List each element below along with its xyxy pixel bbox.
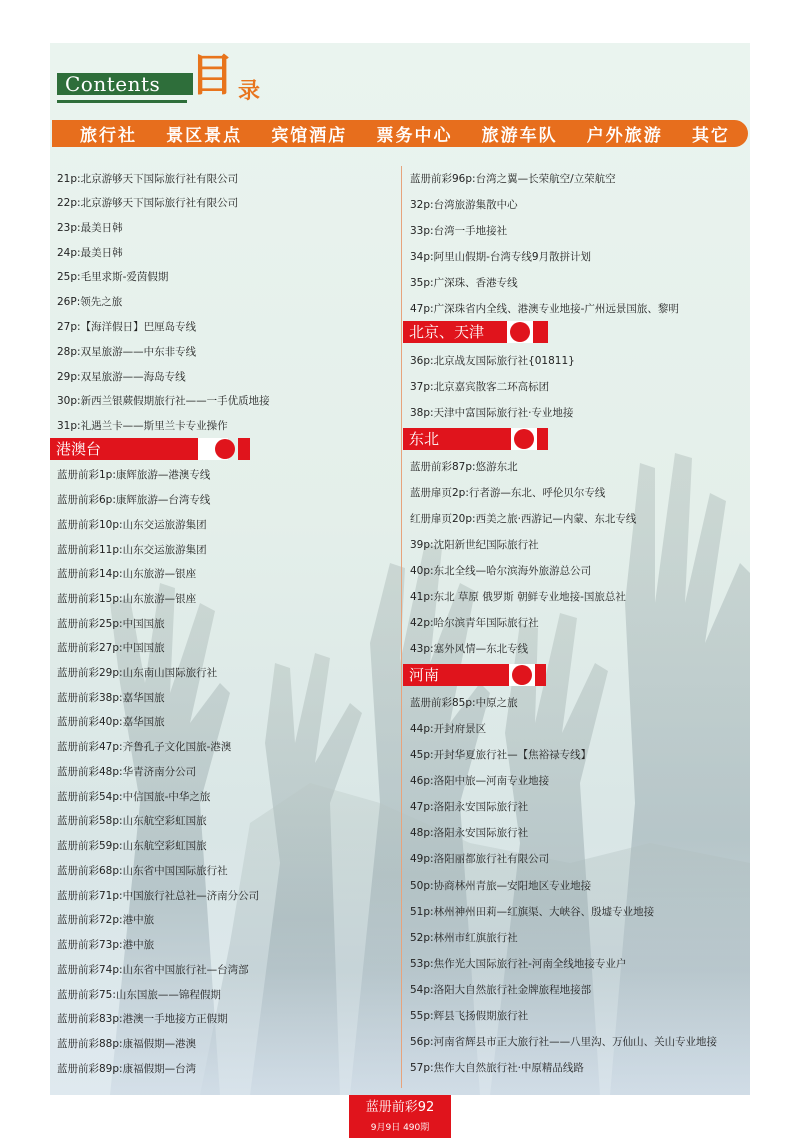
section-title-henan: 河南 [403,664,445,686]
category-ticket-center[interactable]: 票务中心 [376,126,453,146]
list-item: 34p:阿里山假期-台湾专线9月散拼计划 [410,251,592,263]
list-item: 23p:最美日韩 [57,222,123,234]
list-item: 蓝册前彩38p:嘉华国旅 [57,692,165,704]
list-item: 蓝册前彩25p:中国国旅 [57,618,165,630]
section-dot-icon [512,665,532,685]
list-item: 蓝册前彩72p:港中旅 [57,914,155,926]
list-item: 蓝册前彩10p:山东交运旅游集团 [57,519,207,531]
list-item: 蓝册前彩74p:山东省中国旅行社—台湾部 [57,964,249,976]
list-item: 蓝册前彩14p:山东旅游—银座 [57,568,197,580]
list-item: 蓝册前彩75:山东国旅——锦程假期 [57,989,221,1001]
list-item: 41p:东北 草原 俄罗斯 朝鲜专业地接-国旅总社 [410,591,626,603]
contents-label: Contents [57,73,193,95]
list-item: 26P:领先之旅 [57,296,123,308]
list-item: 49p:洛阳丽都旅行社有限公司 [410,853,550,865]
list-item: 53p:焦作光大国际旅行社-河南全线地接专业户 [410,958,627,970]
list-item: 22p:北京游够天下国际旅行社有限公司 [57,197,239,209]
list-item: 蓝册前彩89p:康福假期—台湾 [57,1063,197,1075]
section-title-beijing: 北京、天津 [403,321,490,343]
page-footer [349,1095,451,1138]
list-item: 蓝册前彩40p:嘉华国旅 [57,716,165,728]
list-item: 蓝册前彩68p:山东省中国国际旅行社 [57,865,228,877]
list-item: 蓝册扉页2p:行者游—东北、呼伦贝尔专线 [410,487,606,499]
list-item: 47p:广深珠省内全线、港澳专业地接-广州远景国旅、黎明 [410,303,679,315]
list-item: 蓝册前彩15p:山东旅游—银座 [57,593,197,605]
list-item: 30p:新西兰银蕨假期旅行社——一手优质地接 [57,395,270,407]
list-item: 33p:台湾一手地接社 [410,225,508,237]
list-item: 蓝册前彩29p:山东南山国际旅行社 [57,667,218,679]
footer-title: 蓝册前彩92 [365,1100,435,1115]
page-title-big: 目 [190,50,234,101]
list-item: 蓝册前彩54p:中信国旅-中华之旅 [57,791,211,803]
category-travel-agency[interactable]: 旅行社 [80,126,137,146]
list-item: 25p:毛里求斯-爱茵假期 [57,271,169,283]
page-title-small: 录 [238,79,261,104]
list-item: 红册扉页20p:西美之旅·西游记—内蒙、东北专线 [410,513,637,525]
section-header-dongbei [403,428,548,450]
list-item: 蓝册前彩88p:康福假期—港澳 [57,1038,197,1050]
list-item: 蓝册前彩87p:悠游东北 [410,461,518,473]
list-item: 51p:林州神州田莉—红旗渠、大峡谷、殷墟专业地接 [410,906,655,918]
category-other[interactable]: 其它 [691,126,730,146]
list-item: 蓝册前彩47p:齐鲁孔子文化国旅-港澳 [57,741,232,753]
category-outdoor[interactable]: 户外旅游 [586,126,663,146]
column-divider [401,166,402,1088]
list-item: 54p:洛阳大自然旅行社金牌旅程地接部 [410,984,592,996]
list-item: 蓝册前彩48p:华青济南分公司 [57,766,197,778]
list-item: 31p:礼遇兰卡——斯里兰卡专业操作 [57,420,228,432]
list-item: 44p:开封府景区 [410,723,487,735]
list-item: 29p:双星旅游——海岛专线 [57,371,186,383]
list-item: 蓝册前彩6p:康辉旅游—台湾专线 [57,494,211,506]
list-item: 42p:哈尔滨青年国际旅行社 [410,617,539,629]
section-header-henan [403,664,546,686]
section-header-beijing [403,321,548,343]
list-item: 蓝册前彩27p:中国国旅 [57,642,165,654]
list-item: 39p:沈阳新世纪国际旅行社 [410,539,539,551]
list-item: 蓝册前彩96p:台湾之翼—长荣航空/立荣航空 [410,173,616,185]
section-title-gangaotai: 港澳台 [50,438,107,460]
category-tour-bus[interactable]: 旅游车队 [481,126,558,146]
list-item: 35p:广深珠、香港专线 [410,277,518,289]
list-item: 28p:双星旅游——中东非专线 [57,346,197,358]
list-item: 36p:北京战友国际旅行社{01811} [410,355,575,367]
section-dot-icon [215,439,235,459]
section-dot-icon [510,322,530,342]
list-item: 蓝册前彩83p:港澳一手地接方正假期 [57,1013,228,1025]
list-item: 43p:塞外风情—东北专线 [410,643,529,655]
section-header-gangaotai [50,438,200,460]
list-item: 蓝册前彩73p:港中旅 [57,939,155,951]
list-item: 32p:台湾旅游集散中心 [410,199,518,211]
category-hotels[interactable]: 宾馆酒店 [271,126,348,146]
list-item: 蓝册前彩11p:山东交运旅游集团 [57,544,207,556]
contents-underline [57,100,187,103]
list-item: 27p:【海洋假日】巴厘岛专线 [57,321,197,333]
section-title-dongbei: 东北 [403,428,445,450]
list-item: 47p:洛阳永安国际旅行社 [410,801,529,813]
list-item: 50p:协商林州青旅—安阳地区专业地接 [410,880,592,892]
list-item: 55p:辉县飞扬假期旅行社 [410,1010,529,1022]
list-item: 蓝册前彩58p:山东航空彩虹国旅 [57,815,207,827]
list-item: 24p:最美日韩 [57,247,123,259]
footer-issue: 9月9日 490期 [370,1123,430,1133]
list-item: 45p:开封华夏旅行社—【焦裕禄专线】 [410,749,592,761]
list-item: 48p:洛阳永安国际旅行社 [410,827,529,839]
list-item: 57p:焦作大自然旅行社·中原精品线路 [410,1062,584,1074]
list-item: 38p:天津中富国际旅行社·专业地接 [410,407,574,419]
list-item: 蓝册前彩71p:中国旅行社总社—济南分公司 [57,890,260,902]
list-item: 56p:河南省辉县市正大旅行社——八里沟、万仙山、关山专业地接 [410,1036,718,1048]
list-item: 52p:林州市红旗旅行社 [410,932,518,944]
list-item: 40p:东北全线—哈尔滨海外旅游总公司 [410,565,592,577]
section-dot-icon [514,429,534,449]
category-scenic-spots[interactable]: 景区景点 [166,126,243,146]
list-item: 46p:洛阳中旅—河南专业地接 [410,775,550,787]
category-bar [52,120,748,147]
list-item: 37p:北京嘉宾散客二环高标团 [410,381,550,393]
list-item: 蓝册前彩59p:山东航空彩虹国旅 [57,840,207,852]
list-item: 蓝册前彩85p:中原之旅 [410,697,518,709]
list-item: 蓝册前彩1p:康辉旅游—港澳专线 [57,469,211,481]
list-item: 21p:北京游够天下国际旅行社有限公司 [57,173,239,185]
